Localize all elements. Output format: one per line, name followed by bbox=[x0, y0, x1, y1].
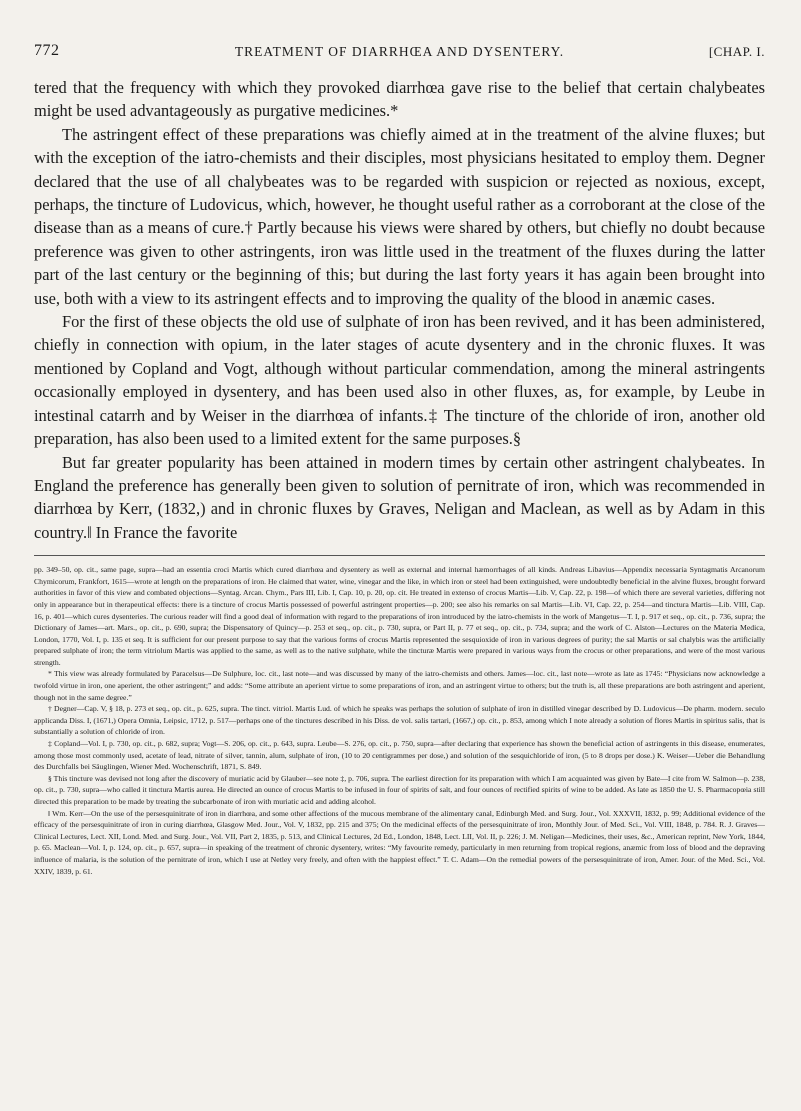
footnotes bbox=[34, 564, 765, 877]
footnote-continued: pp. 349–50, op. cit., same page, supra—had an essentia croci Martis which cured diarrhœa and dysentery as well as external and internal hæmorrhages of all kinds. Andreas Libavius—Appendix necessaria Syntagmatis Arcanorum Chymicorum, Frankfort, 1615—wrote at length on the preparations of iron. He claimed that water, wine, vinegar and the like, in which iron or steel had been extinguished, were undoubtedly beneficial in the alvine fluxes, brought forward authorities in favor of this view and combated objections—Syntag. Arcan. Chym., Pars III, Lib. I, Cap. 10, p. 20, op. cit. He treated in extenso of crocus Martis—Lib. V, Cap. 22, p. 198—of which there are several varieties, differing not only in appearance but in therapeutical effects: there is a tincture of crocus Martis possessed of powerful astringent properties—p. 200; see also his remarks on sal Martis—Lib. VI, Cap. 22, p. 254—and tinctura Martis—Lib. VIII, Cap. 16, p. 401—which cures dysenteries. The curious reader will find a good deal of information with regard to the preparations of iron introduced by the iatro-chemists in the work of Mangetus—T. I, p. 917 et seq., op. cit., p. 736, supra; the Dictionary of James—art. Mars., op. cit., p. 690, supra; the Dispensatory of Quincy—p. 253 et seq., op. cit., p. 730, supra, or Part II, p. 77 et seq., op. cit., p. 734, supra; and the work of C. Alston—Lectures on the Materia Medica, London, 1770, Vol. I, p. 135 et seq. It is sufficient for our present purpose to say that the various forms of crocus Martis represented the sesquioxide of iron in various degrees of purity; the sal Martis or sal chalybis was the artificially prepared sulphate of iron; the term vitriolum Martis was applied to the same, as well as to the native sulphate, while the tincturæ Martis were prepared in various ways from the crocus or other preparations, and were of the most various strength. bbox=[34, 565, 765, 667]
footnote-asterisk: * This view was already formulated by Paracelsus—De Sulphure, loc. cit., last note—and was discussed by many of the iatro-chemists and others. James—loc. cit., last note—wrote as late as 1745: “Physicians now acknowledge a twofold virtue in iron, one aperient, the other astringent;” and adds: “Some attribute an aperient virtue to some preparations of iron, and an astringent virtue to others; but the truth is, all these preparations are both astringent and aperient, though not in the same degree.” bbox=[34, 669, 765, 702]
footnote-section: § This tincture was devised not long after the discovery of muriatic acid by Glauber—see note ‡, p. 706, supra. The earliest direction for its preparation with which I am acquainted was given by Bate—I cite from W. Salmon—p. 238, op. cit., p. 730, supra—who called it tinctura Martis aurea. He directed an ounce of crocus Martis to be infused in four of spirits of salt, and four ounces of rectified spirits of wine to be added. As late as 1850 the U. S. Pharmacopœia still directed this preparation to be made by treating the subcarbonate of iron with muriatic acid and adding alcohol. bbox=[34, 773, 765, 806]
page-number: 772 bbox=[34, 42, 60, 59]
body-text bbox=[34, 76, 765, 544]
paragraph-3: For the first of these objects the old use of sulphate of iron has been revived, and it has been administered, chiefly in connection with opium, in the later stages of acute dysentery and in the chronic fluxes. It was mentioned by Copland and Vogt, although without particular commendation, among the mineral astringents occasionally employed in dysentery, and has been used also in other fluxes, as, for example, by Leube in intestinal catarrh and by Weiser in the diarrhœa of infants.‡ The tincture of the chloride of iron, another old preparation, has also been used to a limited extent for the same purposes.§ bbox=[34, 312, 765, 449]
footnote-double-dagger: ‡ Copland—Vol. I, p. 730, op. cit., p. 682, supra; Vogt—S. 206, op. cit., p. 643, supra. Leube—S. 276, op. cit., p. 750, supra—after declaring that experience has shown the beneficial action of astringents in this disease, enumerates, among those most commonly used, acetate of lead, nitrate of silver, tannin, alum, sulphate of iron, (10 to 20 centigrammes per dose,) and solution of the sesquichloride of iron, (5 to 8 drops per dose.) K. Weiser—Ueber die Behandlung des Durchfalls bei Säuglingen, Wiener Med. Wochenschrift, 1871, S. 849. bbox=[34, 739, 765, 772]
chapter-label: [CHAP. I. bbox=[708, 44, 765, 59]
paragraph-2: The astringent effect of these preparations was chiefly aimed at in the treatment of the alvine fluxes; but with the exception of the iatro-chemists and their disciples, most physicians hesitated to employ them. Degner declared that the use of all chalybeates was to be regarded with suspicion or rejected as noxious, except, perhaps, the tincture of Ludovicus, which, however, he thought useful rather as a corroborant at the close of the disease than as a means of cure.† Partly because his views were shared by others, but chiefly no doubt because preference was given to other astringents, iron was little used in the treatment of the fluxes during the latter part of the last century or the beginning of this; but during the last forty years it has again been brought into use, both with a view to its astringent effects and to improving the quality of the blood in anæmic cases. bbox=[34, 124, 765, 308]
footnote-rule bbox=[34, 555, 765, 556]
running-title: TREATMENT OF DIARRHŒA AND DYSENTERY. bbox=[234, 44, 565, 59]
paragraph-1: tered that the frequency with which they provoked diarrhœa gave rise to the belief that certain chalybeates might be used advantageously as purgative medicines.* bbox=[34, 78, 765, 121]
footnote-dagger: † Degner—Cap. V, § 18, p. 273 et seq., op. cit., p. 625, supra. The tinct. vitriol. Martis Lud. of which he speaks was perhaps the solution of sulphate of iron in distilled vinegar described by D. Ludovicus—De pharm. modern. seculo applicanda Diss. I, (1671,) Opera Omnia, Leipsic, 1712, p. 517—perhaps one of the tinctures described in his Diss. de vol. salis tartari, (1667,) op. cit., p. 853, among which I note already a solution of flores Martis in spiritus salis, that is substantially a solution of chloride of iron. bbox=[34, 704, 765, 737]
running-header bbox=[34, 42, 765, 68]
paragraph-4: But far greater popularity has been attained in modern times by certain other astringent chalybeates. In England the preference has generally been given to solution of pernitrate of iron, which was recommended in diarrhœa by Kerr, (1832,) and in chronic fluxes by Graves, Neligan and Maclean, as well as by Adam in this country.‖ In France the favorite bbox=[34, 452, 765, 542]
footnote-parallel: ‖ Wm. Kerr—On the use of the persesquinitrate of iron in diarrhœa, and some other affections of the mucous membrane of the alimentary canal, Edinburgh Med. and Surg. Jour., Vol. XXXVII, 1832, p. 99; Additional evidence of the efficacy of the persesquinitrate of iron in curing diarrhœa, Glasgow Med. Jour., Vol. V, 1832, pp. 215 and 375; On the medicinal effects of the persesquinitrate of iron, Monthly Jour. of Med. Sci., Vol. VIII, 1848, p. 784. R. J. Graves—Clinical Lectures, Lect. XII, Lond. Med. and Surg. Jour., Vol. VII, Part 2, 1835, p. 513, and Clinical Lectures, 2d Ed., London, 1848, Lect. LII, Vol. II, p. 226; J. M. Neligan—Medicines, their uses, &c., American reprint, New York, 1844, p. 65. Maclean—Vol. I, p. 124, op. cit., p. 657, supra—in speaking of the treatment of chronic dysentery, writes: “My favourite remedy, particularly in men returning from tropical regions, anæmic from loss of blood and the depraving influence of malaria, is the solution of the pernitrate of iron, which I use at Netley very freely, and often with the happiest effect.” T. C. Adam—On the remedial powers of the persesquinitrate of iron, Amer. Jour. of the Med. Sci., Vol. XXIV, 1839, p. 61. bbox=[34, 808, 765, 876]
